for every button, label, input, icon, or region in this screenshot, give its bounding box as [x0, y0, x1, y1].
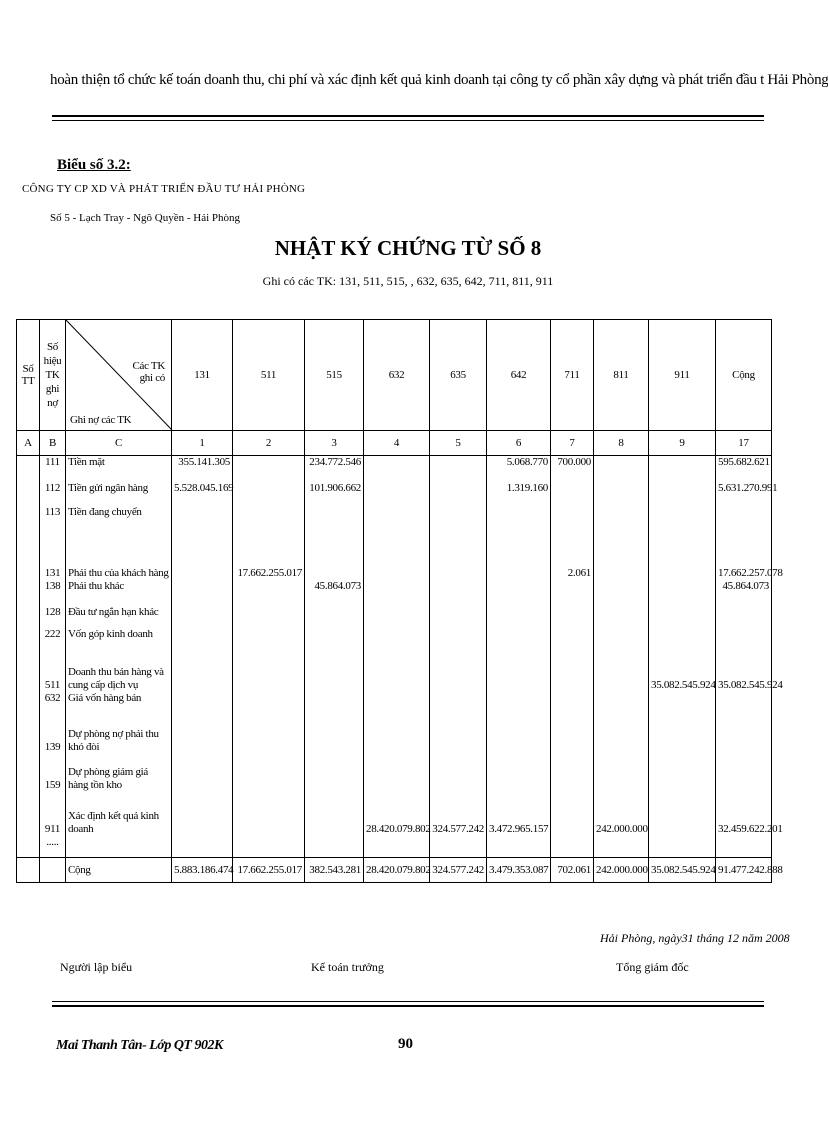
running-header: hoàn thiện tổ chức kế toán doanh thu, chi phí và xác định kết quả kinh doanh tại công ty cổ phần xây dựng và phát triển đầu t Hải Phòng — [50, 72, 828, 88]
credit-account-header: 642 — [487, 320, 551, 431]
debit-account-name: Tiền gửi ngân hàng — [66, 482, 172, 506]
table-row — [17, 628, 772, 650]
column-index: 2 — [233, 431, 305, 456]
form-id: Biểu số 3.2: — [57, 157, 131, 173]
total-value: 5.883.186.474 — [172, 858, 233, 883]
amount-cell: 32.459.622.201 — [716, 792, 772, 836]
amount-cell — [305, 506, 364, 524]
amount-cell: 234.772.546 — [305, 456, 364, 482]
debit-account-name: Dự phòng nợ phải thu khó đòi — [66, 714, 172, 754]
amount-cell — [551, 482, 594, 506]
amount-cell — [594, 692, 649, 714]
amount-cell — [716, 714, 772, 754]
column-index-row — [17, 431, 772, 456]
table-row — [17, 482, 772, 506]
column-index: 8 — [594, 431, 649, 456]
amount-cell — [487, 524, 551, 580]
column-index: B — [40, 431, 66, 456]
amount-cell — [233, 692, 305, 714]
credit-account-header: 511 — [233, 320, 305, 431]
amount-cell — [430, 754, 487, 792]
amount-cell — [172, 606, 233, 628]
column-index: 9 — [649, 431, 716, 456]
amount-cell — [551, 836, 594, 858]
amount-cell — [364, 524, 430, 580]
company-address: Số 5 - Lạch Tray - Ngô Quyền - Hải Phòng — [50, 212, 241, 224]
table-row — [17, 580, 772, 606]
amount-cell — [233, 506, 305, 524]
amount-cell — [716, 506, 772, 524]
amount-cell — [172, 506, 233, 524]
total-value: 17.662.255.017 — [233, 858, 305, 883]
amount-cell — [487, 836, 551, 858]
blank-cell — [40, 858, 66, 883]
table-row — [17, 714, 772, 754]
total-value: 382.543.281 — [305, 858, 364, 883]
credit-account-header: 515 — [305, 320, 364, 431]
amount-cell — [430, 506, 487, 524]
stt-cell — [17, 580, 40, 606]
amount-cell — [430, 524, 487, 580]
total-value: 324.577.242 — [430, 858, 487, 883]
amount-cell — [594, 628, 649, 650]
amount-cell: 17.662.255.017 — [233, 524, 305, 580]
amount-cell — [430, 650, 487, 692]
amount-cell — [233, 606, 305, 628]
amount-cell — [487, 580, 551, 606]
credit-account-header: 635 — [430, 320, 487, 431]
total-value: 702.061 — [551, 858, 594, 883]
document-subtitle: Ghi có các TK: 131, 511, 515, , 632, 635, 642, 711, 811, 911 — [262, 274, 554, 288]
amount-cell — [594, 580, 649, 606]
amount-cell — [716, 836, 772, 858]
amount-cell — [487, 628, 551, 650]
column-index: A — [17, 431, 40, 456]
amount-cell — [430, 606, 487, 628]
amount-cell — [551, 506, 594, 524]
amount-cell — [551, 580, 594, 606]
debit-account-name: Đầu tư ngắn hạn khác — [66, 606, 172, 628]
amount-cell — [649, 714, 716, 754]
footer-rule-thick — [52, 1005, 764, 1007]
debit-account-name: Tiền mặt — [66, 456, 172, 482]
company-name: CÔNG TY CP XD VÀ PHÁT TRIỂN ĐẦU TƯ HẢI PHÒNG — [22, 183, 306, 195]
page-number: 90 — [398, 1036, 413, 1052]
credit-account-header: 811 — [594, 320, 649, 431]
amount-cell — [551, 754, 594, 792]
table-header-row — [17, 320, 772, 431]
amount-cell: 355.141.305 — [172, 456, 233, 482]
amount-cell — [233, 456, 305, 482]
debit-account-code: 511 — [40, 650, 66, 692]
amount-cell — [305, 650, 364, 692]
debit-account-name: Doanh thu bán hàng và cung cấp dịch vụ — [66, 650, 172, 692]
amount-cell — [594, 650, 649, 692]
amount-cell: 45.864.073 — [305, 580, 364, 606]
amount-cell — [649, 606, 716, 628]
amount-cell — [487, 606, 551, 628]
credit-account-header: 911 — [649, 320, 716, 431]
stt-cell — [17, 506, 40, 524]
debit-account-code: 911 — [40, 792, 66, 836]
total-label: Cộng — [66, 858, 172, 883]
amount-cell — [305, 792, 364, 836]
amount-cell — [364, 606, 430, 628]
amount-cell — [594, 714, 649, 754]
amount-cell — [172, 754, 233, 792]
amount-cell — [649, 836, 716, 858]
column-index: C — [66, 431, 172, 456]
journal-voucher-table — [16, 319, 783, 883]
amount-cell — [172, 580, 233, 606]
signature-chief-accountant: Kế toán trưởng — [311, 960, 384, 974]
amount-cell — [649, 506, 716, 524]
signature-director: Tổng giám đốc — [616, 960, 689, 974]
blank-cell — [17, 858, 40, 883]
signature-preparer: Người lập biểu — [60, 960, 133, 974]
column-index: 5 — [430, 431, 487, 456]
amount-cell: 595.682.621 — [716, 456, 772, 482]
debit-account-code: 112 — [40, 482, 66, 506]
amount-cell — [430, 628, 487, 650]
table-row — [17, 836, 772, 858]
table-row — [17, 792, 772, 836]
place-date: Hải Phòng, ngày31 tháng 12 năm 2008 — [600, 931, 790, 945]
stt-cell — [17, 692, 40, 714]
credit-account-header: 632 — [364, 320, 430, 431]
amount-cell: 5.528.045.169 — [172, 482, 233, 506]
amount-cell: 5.631.270.991 — [716, 482, 772, 506]
debit-account-code: 159 — [40, 754, 66, 792]
amount-cell — [551, 628, 594, 650]
diagonal-header-cell — [66, 320, 172, 431]
amount-cell — [594, 482, 649, 506]
stt-cell — [17, 792, 40, 836]
header-rule-thin — [52, 120, 764, 121]
amount-cell — [716, 628, 772, 650]
amount-cell — [305, 754, 364, 792]
document-title: NHẬT KÝ CHỨNG TỪ SỐ 8 — [274, 236, 542, 260]
amount-cell — [594, 606, 649, 628]
debit-account-name: Phải thu của khách hàng — [66, 524, 172, 580]
amount-cell — [716, 754, 772, 792]
amount-cell — [487, 650, 551, 692]
amount-cell — [305, 524, 364, 580]
amount-cell — [594, 836, 649, 858]
amount-cell — [364, 482, 430, 506]
amount-cell — [364, 836, 430, 858]
total-column-header: Cộng — [716, 320, 772, 431]
amount-cell: 35.082.545.924 — [649, 650, 716, 692]
amount-cell — [364, 714, 430, 754]
column-index: 6 — [487, 431, 551, 456]
table-row — [17, 506, 772, 524]
amount-cell — [233, 792, 305, 836]
debit-account-name: Dự phòng giảm giá hàng tồn kho — [66, 754, 172, 792]
amount-cell — [649, 792, 716, 836]
table-row — [17, 692, 772, 714]
amount-cell — [551, 606, 594, 628]
debit-account-code: 128 — [40, 606, 66, 628]
amount-cell — [172, 524, 233, 580]
total-value: 35.082.545.924 — [649, 858, 716, 883]
amount-cell: 324.577.242 — [430, 792, 487, 836]
amount-cell — [649, 628, 716, 650]
table-row — [17, 754, 772, 792]
column-index: 4 — [364, 431, 430, 456]
amount-cell — [551, 714, 594, 754]
amount-cell — [716, 606, 772, 628]
amount-cell — [305, 714, 364, 754]
footer-rule-thin — [52, 1001, 764, 1002]
debit-account-code: 131 — [40, 524, 66, 580]
column-index: 7 — [551, 431, 594, 456]
debit-account-name — [66, 836, 172, 858]
total-value: 3.479.353.087 — [487, 858, 551, 883]
debit-account-code: 139 — [40, 714, 66, 754]
amount-cell — [172, 628, 233, 650]
stt-cell — [17, 836, 40, 858]
amount-cell — [233, 482, 305, 506]
amount-cell — [551, 792, 594, 836]
debit-account-code: 111 — [40, 456, 66, 482]
amount-cell — [487, 506, 551, 524]
table-row — [17, 524, 772, 580]
table-row — [17, 456, 772, 482]
amount-cell — [430, 456, 487, 482]
amount-cell — [172, 836, 233, 858]
amount-cell — [430, 692, 487, 714]
amount-cell — [487, 692, 551, 714]
total-row — [17, 858, 772, 883]
debit-account-code: 113 — [40, 506, 66, 524]
amount-cell: 5.068.770 — [487, 456, 551, 482]
debit-account-name: Tiền đang chuyển — [66, 506, 172, 524]
amount-cell — [430, 580, 487, 606]
amount-cell — [364, 754, 430, 792]
column-index: 3 — [305, 431, 364, 456]
amount-cell — [551, 692, 594, 714]
credit-account-header: 711 — [551, 320, 594, 431]
stt-cell — [17, 524, 40, 580]
amount-cell — [649, 482, 716, 506]
debit-account-code: 632 — [40, 692, 66, 714]
amount-cell — [364, 692, 430, 714]
total-value: 242.000.000 — [594, 858, 649, 883]
amount-cell — [649, 456, 716, 482]
column-index: 1 — [172, 431, 233, 456]
amount-cell — [305, 692, 364, 714]
stt-cell — [17, 714, 40, 754]
amount-cell: 28.420.079.802 — [364, 792, 430, 836]
amount-cell — [487, 714, 551, 754]
amount-cell — [364, 628, 430, 650]
table-row — [17, 606, 772, 628]
amount-cell: 242.000.000 — [594, 792, 649, 836]
header-rule-thick — [52, 115, 764, 117]
credit-accounts-label: Các TK ghi có — [132, 360, 165, 384]
amount-cell — [172, 650, 233, 692]
amount-cell — [364, 506, 430, 524]
amount-cell — [233, 650, 305, 692]
footer-author: Mai Thanh Tân- Lớp QT 902K — [56, 1038, 223, 1053]
amount-cell — [594, 524, 649, 580]
amount-cell — [594, 754, 649, 792]
amount-cell — [233, 714, 305, 754]
amount-cell — [305, 606, 364, 628]
amount-cell — [649, 580, 716, 606]
amount-cell — [649, 524, 716, 580]
amount-cell — [172, 714, 233, 754]
amount-cell — [305, 836, 364, 858]
amount-cell — [430, 714, 487, 754]
amount-cell — [233, 628, 305, 650]
stt-cell — [17, 754, 40, 792]
stt-cell — [17, 606, 40, 628]
debit-account-name: Vốn góp kinh doanh — [66, 628, 172, 650]
stt-cell — [17, 628, 40, 650]
stt-cell — [17, 650, 40, 692]
stt-cell — [17, 482, 40, 506]
amount-cell — [233, 836, 305, 858]
amount-cell: 3.472.965.157 — [487, 792, 551, 836]
column-index: 17 — [716, 431, 772, 456]
amount-cell: 2.061 — [551, 524, 594, 580]
amount-cell: 35.082.545.924 — [716, 650, 772, 692]
amount-cell — [716, 692, 772, 714]
amount-cell — [364, 580, 430, 606]
debit-account-code: 222 — [40, 628, 66, 650]
amount-cell — [364, 456, 430, 482]
amount-cell — [594, 506, 649, 524]
amount-cell — [487, 754, 551, 792]
amount-cell — [649, 754, 716, 792]
total-value: 28.420.079.802 — [364, 858, 430, 883]
debit-account-code: ..... — [40, 836, 66, 858]
amount-cell — [649, 692, 716, 714]
stt-cell — [17, 456, 40, 482]
amount-cell — [430, 482, 487, 506]
debit-account-header: Số hiệu TK ghi nợ — [40, 320, 66, 431]
amount-cell — [364, 650, 430, 692]
amount-cell: 700.000 — [551, 456, 594, 482]
amount-cell — [233, 754, 305, 792]
amount-cell: 45.864.073 — [716, 580, 772, 606]
amount-cell — [233, 580, 305, 606]
debit-accounts-label: Ghi nợ các TK — [70, 414, 132, 426]
amount-cell: 101.906.662 — [305, 482, 364, 506]
amount-cell — [172, 792, 233, 836]
amount-cell — [594, 456, 649, 482]
amount-cell — [551, 650, 594, 692]
amount-cell — [430, 836, 487, 858]
amount-cell — [305, 628, 364, 650]
total-value: 91.477.242.888 — [716, 858, 772, 883]
credit-account-header: 131 — [172, 320, 233, 431]
table-row — [17, 650, 772, 692]
debit-account-name: Giá vốn hàng bán — [66, 692, 172, 714]
debit-account-code: 138 — [40, 580, 66, 606]
stt-header: Số TT — [17, 320, 40, 431]
amount-cell: 17.662.257.078 — [716, 524, 772, 580]
debit-account-name: Phải thu khác — [66, 580, 172, 606]
amount-cell — [172, 692, 233, 714]
amount-cell: 1.319.160 — [487, 482, 551, 506]
debit-account-name: Xác định kết quả kinh doanh — [66, 792, 172, 836]
